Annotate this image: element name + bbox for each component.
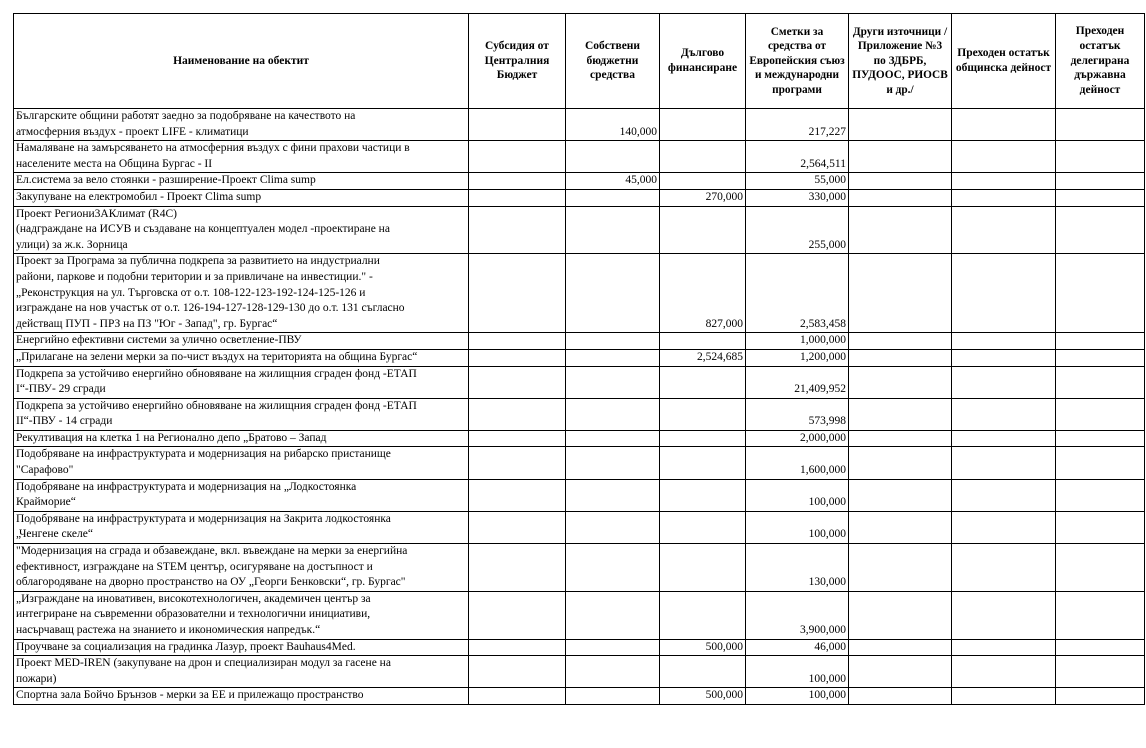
cell-transit-municipal xyxy=(952,189,1056,206)
cell-subsidy xyxy=(469,349,566,366)
cell-eu-funds: 100,000 xyxy=(746,688,849,705)
cell-eu-funds: 1,600,000 xyxy=(746,447,849,479)
cell-own-funds xyxy=(566,206,660,254)
cell-transit-municipal xyxy=(952,544,1056,592)
cell-eu-funds: 1,000,000 xyxy=(746,333,849,350)
cell-subsidy xyxy=(469,109,566,141)
cell-debt xyxy=(660,173,746,190)
cell-transit-state xyxy=(1056,479,1145,511)
cell-debt xyxy=(660,333,746,350)
cell-subsidy xyxy=(469,189,566,206)
cell-subsidy xyxy=(469,398,566,430)
cell-debt xyxy=(660,206,746,254)
cell-name: Българските общини работят заедно за подобряване на качеството на атмосферния въздух - проект LIFE - климатици xyxy=(14,109,469,141)
cell-eu-funds: 573,998 xyxy=(746,398,849,430)
cell-transit-state xyxy=(1056,333,1145,350)
cell-subsidy xyxy=(469,544,566,592)
table-body xyxy=(14,109,1145,705)
cell-transit-municipal xyxy=(952,688,1056,705)
cell-own-funds xyxy=(566,366,660,398)
table-row xyxy=(14,173,1145,190)
cell-subsidy xyxy=(469,366,566,398)
budget-sheet xyxy=(13,13,1145,705)
header-eu-funds: Сметки за средства от Европейския съюз и международни програми xyxy=(746,14,849,109)
cell-transit-state xyxy=(1056,141,1145,173)
table-row xyxy=(14,656,1145,688)
cell-name: Подобряване на инфраструктурата и модернизация на рибарско пристанище "Сарафово" xyxy=(14,447,469,479)
cell-subsidy xyxy=(469,206,566,254)
cell-subsidy xyxy=(469,511,566,543)
cell-transit-state xyxy=(1056,511,1145,543)
cell-other-sources xyxy=(849,189,952,206)
cell-other-sources xyxy=(849,333,952,350)
cell-eu-funds: 46,000 xyxy=(746,639,849,656)
cell-transit-municipal xyxy=(952,366,1056,398)
cell-debt xyxy=(660,141,746,173)
cell-transit-state xyxy=(1056,173,1145,190)
header-debt: Дългово финансиране xyxy=(660,14,746,109)
cell-eu-funds: 55,000 xyxy=(746,173,849,190)
cell-transit-municipal xyxy=(952,254,1056,333)
cell-own-funds xyxy=(566,349,660,366)
cell-name: Спортна зала Бойчо Брънзов - мерки за ЕЕ и прилежащо пространство xyxy=(14,688,469,705)
cell-other-sources xyxy=(849,639,952,656)
cell-own-funds xyxy=(566,254,660,333)
cell-subsidy xyxy=(469,447,566,479)
cell-transit-state xyxy=(1056,398,1145,430)
cell-other-sources xyxy=(849,447,952,479)
cell-debt xyxy=(660,511,746,543)
cell-subsidy xyxy=(469,591,566,639)
cell-transit-municipal xyxy=(952,349,1056,366)
cell-transit-municipal xyxy=(952,430,1056,447)
cell-name: Проект Региони3АКлимат (R4C) (надграждане на ИСУВ и създаване на концептуален модел -проектиране на улици) за ж.к. Зорница xyxy=(14,206,469,254)
cell-name: Проект за Програма за публична подкрепа за развитието на индустриални райони, паркове и подобни територии и за привличане на инвестиции." - „Реконструкция на ул. Търговска от о.т. 108-122-123-192-124-125-126 и изграждане на нов участък от о.т. 126-194-127-128-129-130 до о.т. 131 съгласно действащ ПУП - ПРЗ на ПЗ "Юг - Запад", гр. Бургас“ xyxy=(14,254,469,333)
cell-transit-state xyxy=(1056,639,1145,656)
cell-transit-municipal xyxy=(952,109,1056,141)
cell-own-funds xyxy=(566,398,660,430)
cell-name: "Модернизация на сграда и обзавеждане, вкл. въвеждане на мерки за енергийна ефективност, изграждане на STEM център, осигуряване на достъпност и облагородяване на дворно пространство на ОУ „Георги Бенковски“, гр. Бургас" xyxy=(14,544,469,592)
table-row xyxy=(14,366,1145,398)
cell-eu-funds: 1,200,000 xyxy=(746,349,849,366)
cell-own-funds xyxy=(566,479,660,511)
cell-debt xyxy=(660,430,746,447)
cell-transit-municipal xyxy=(952,511,1056,543)
cell-debt xyxy=(660,398,746,430)
cell-debt xyxy=(660,109,746,141)
cell-eu-funds: 2,583,458 xyxy=(746,254,849,333)
cell-name: Закупуване на електромобил - Проект Clima sump xyxy=(14,189,469,206)
cell-debt xyxy=(660,366,746,398)
table-row xyxy=(14,189,1145,206)
cell-other-sources xyxy=(849,109,952,141)
header-own-funds: Собствени бюджетни средства xyxy=(566,14,660,109)
table-row xyxy=(14,141,1145,173)
cell-subsidy xyxy=(469,430,566,447)
cell-debt xyxy=(660,656,746,688)
cell-eu-funds: 130,000 xyxy=(746,544,849,592)
cell-name: „Прилагане на зелени мерки за по-чист въздух на територията на община Бургас“ xyxy=(14,349,469,366)
cell-own-funds xyxy=(566,333,660,350)
header-row xyxy=(14,14,1145,109)
table-row xyxy=(14,447,1145,479)
cell-other-sources xyxy=(849,688,952,705)
header-transit-state: Преходен остатък делегирана държавна дейност xyxy=(1056,14,1145,109)
cell-transit-state xyxy=(1056,366,1145,398)
cell-other-sources xyxy=(849,479,952,511)
cell-other-sources xyxy=(849,430,952,447)
cell-own-funds xyxy=(566,141,660,173)
header-subsidy: Субсидия от Централния Бюджет xyxy=(469,14,566,109)
cell-debt: 500,000 xyxy=(660,688,746,705)
table-row xyxy=(14,333,1145,350)
cell-other-sources xyxy=(849,206,952,254)
table-row xyxy=(14,591,1145,639)
cell-own-funds xyxy=(566,591,660,639)
cell-eu-funds: 330,000 xyxy=(746,189,849,206)
cell-transit-municipal xyxy=(952,141,1056,173)
cell-subsidy xyxy=(469,254,566,333)
cell-other-sources xyxy=(849,254,952,333)
cell-name: Подкрепа за устойчиво енергийно обновяване на жилищния сграден фонд -ЕТАП I“-ПВУ- 29 сгради xyxy=(14,366,469,398)
cell-subsidy xyxy=(469,639,566,656)
cell-subsidy xyxy=(469,333,566,350)
cell-eu-funds: 3,900,000 xyxy=(746,591,849,639)
cell-transit-state xyxy=(1056,447,1145,479)
table-row xyxy=(14,688,1145,705)
cell-name: Ел.система за вело стоянки - разширение-Проект Clima sump xyxy=(14,173,469,190)
cell-other-sources xyxy=(849,141,952,173)
cell-transit-state xyxy=(1056,189,1145,206)
cell-transit-municipal xyxy=(952,398,1056,430)
header-transit-municipal: Преходен остатък общинска дейност xyxy=(952,14,1056,109)
cell-own-funds xyxy=(566,639,660,656)
cell-name: Намаляване на замърсяването на атмосферния въздух с фини прахови частици в населените места на Община Бургас - II xyxy=(14,141,469,173)
cell-own-funds xyxy=(566,688,660,705)
cell-transit-municipal xyxy=(952,479,1056,511)
cell-other-sources xyxy=(849,349,952,366)
cell-other-sources xyxy=(849,366,952,398)
cell-debt: 827,000 xyxy=(660,254,746,333)
cell-own-funds xyxy=(566,430,660,447)
cell-name: Подобряване на инфраструктурата и модернизация на „Лодкостоянка Крайморие“ xyxy=(14,479,469,511)
cell-subsidy xyxy=(469,141,566,173)
cell-name: „Изграждане на иновативен, високотехнологичен, академичен център за интегриране на съвременни образователни и технологични инициативи, насърчаващ растежа на знанието и икономическия напредък.“ xyxy=(14,591,469,639)
cell-debt xyxy=(660,591,746,639)
cell-debt xyxy=(660,479,746,511)
cell-eu-funds: 2,564,511 xyxy=(746,141,849,173)
cell-transit-state xyxy=(1056,430,1145,447)
cell-transit-state xyxy=(1056,688,1145,705)
table-row xyxy=(14,544,1145,592)
cell-own-funds: 140,000 xyxy=(566,109,660,141)
cell-subsidy xyxy=(469,656,566,688)
table-row xyxy=(14,511,1145,543)
table-row xyxy=(14,254,1145,333)
cell-subsidy xyxy=(469,173,566,190)
cell-eu-funds: 100,000 xyxy=(746,656,849,688)
cell-eu-funds: 255,000 xyxy=(746,206,849,254)
header-other-sources: Други източници /Приложение №3 по ЗДБРБ, ПУДООС, РИОСВ и др./ xyxy=(849,14,952,109)
cell-own-funds xyxy=(566,189,660,206)
table-row xyxy=(14,430,1145,447)
cell-name: Проучване за социализация на градинка Лазур, проект Bauhaus4Med. xyxy=(14,639,469,656)
cell-transit-municipal xyxy=(952,591,1056,639)
cell-name: Рекултивация на клетка 1 на Регионално депо „Братово – Запад xyxy=(14,430,469,447)
cell-transit-state xyxy=(1056,349,1145,366)
cell-other-sources xyxy=(849,656,952,688)
cell-name: Подобряване на инфраструктурата и модернизация на Закрита лодкостоянка „Ченгене скеле“ xyxy=(14,511,469,543)
cell-transit-municipal xyxy=(952,447,1056,479)
table-row xyxy=(14,398,1145,430)
table-row xyxy=(14,639,1145,656)
cell-name: Проект MED-IREN (закупуване на дрон и специализиран модул за гасене на пожари) xyxy=(14,656,469,688)
cell-transit-state xyxy=(1056,109,1145,141)
cell-debt xyxy=(660,447,746,479)
cell-name: Подкрепа за устойчиво енергийно обновяване на жилищния сграден фонд -ЕТАП II“-ПВУ - 14 сгради xyxy=(14,398,469,430)
cell-own-funds xyxy=(566,656,660,688)
cell-eu-funds: 100,000 xyxy=(746,511,849,543)
table-row xyxy=(14,349,1145,366)
cell-other-sources xyxy=(849,398,952,430)
cell-eu-funds: 100,000 xyxy=(746,479,849,511)
cell-subsidy xyxy=(469,479,566,511)
cell-eu-funds: 2,000,000 xyxy=(746,430,849,447)
table-row xyxy=(14,206,1145,254)
cell-subsidy xyxy=(469,688,566,705)
cell-transit-state xyxy=(1056,656,1145,688)
cell-name: Енергийно ефективни системи за улично осветление-ПВУ xyxy=(14,333,469,350)
cell-other-sources xyxy=(849,591,952,639)
cell-other-sources xyxy=(849,511,952,543)
cell-transit-municipal xyxy=(952,639,1056,656)
cell-transit-municipal xyxy=(952,333,1056,350)
cell-transit-municipal xyxy=(952,206,1056,254)
cell-eu-funds: 217,227 xyxy=(746,109,849,141)
cell-eu-funds: 21,409,952 xyxy=(746,366,849,398)
cell-other-sources xyxy=(849,544,952,592)
cell-transit-municipal xyxy=(952,173,1056,190)
cell-transit-state xyxy=(1056,254,1145,333)
cell-transit-state xyxy=(1056,591,1145,639)
cell-debt: 270,000 xyxy=(660,189,746,206)
cell-debt: 2,524,685 xyxy=(660,349,746,366)
cell-own-funds xyxy=(566,511,660,543)
cell-other-sources xyxy=(849,173,952,190)
cell-own-funds xyxy=(566,447,660,479)
cell-transit-municipal xyxy=(952,656,1056,688)
cell-transit-state xyxy=(1056,206,1145,254)
cell-debt xyxy=(660,544,746,592)
cell-debt: 500,000 xyxy=(660,639,746,656)
header-name: Наименование на обектит xyxy=(14,14,469,109)
table-row xyxy=(14,479,1145,511)
table-row xyxy=(14,109,1145,141)
cell-transit-state xyxy=(1056,544,1145,592)
cell-own-funds xyxy=(566,544,660,592)
budget-table xyxy=(13,13,1145,705)
cell-own-funds: 45,000 xyxy=(566,173,660,190)
